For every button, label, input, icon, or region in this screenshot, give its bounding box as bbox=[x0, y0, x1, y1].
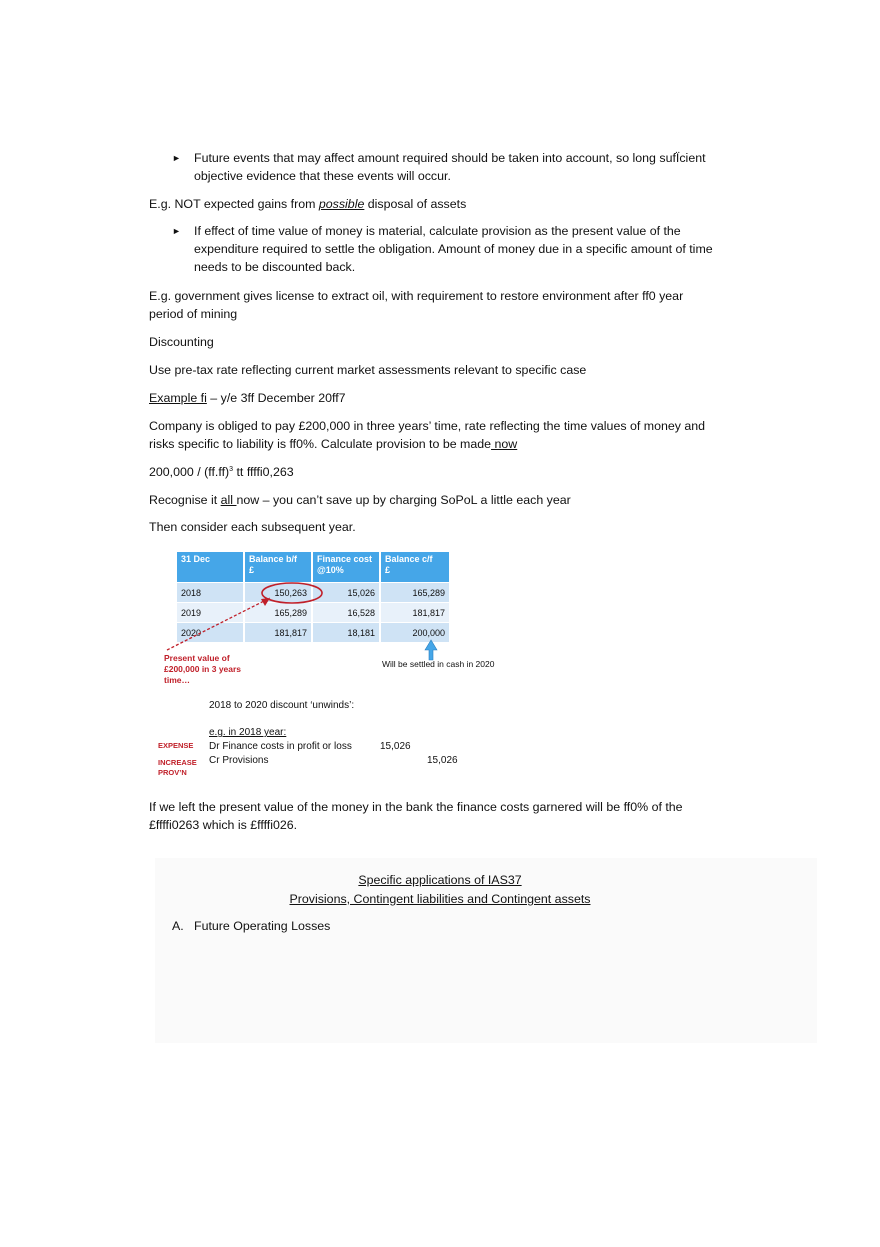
table-cell: 15,026 bbox=[312, 583, 380, 603]
present-value-label: Present value of £200,000 in 3 years time… bbox=[164, 653, 242, 685]
table-header: Finance cost @10% bbox=[312, 552, 380, 583]
text: E.g. NOT expected gains from bbox=[149, 197, 319, 211]
table-header: 31 Dec bbox=[177, 552, 244, 583]
bullet-time-value bbox=[194, 222, 739, 276]
emphasis-text: possible bbox=[318, 197, 365, 211]
text: disposal of assets bbox=[364, 197, 467, 211]
text-line: If effect of time value of money is material, calculate provision as the present value of the bbox=[194, 224, 681, 238]
text-line: £ffffi0263 which is £ffffi026. bbox=[149, 818, 298, 832]
provision-unwind-figure bbox=[157, 546, 502, 781]
text-line: Company is obliged to pay £200,000 in three years’ time, rate reflecting the time values of money and bbox=[149, 419, 706, 433]
recognise-paragraph bbox=[149, 491, 739, 509]
eg-government-paragraph bbox=[149, 287, 739, 323]
company-paragraph bbox=[149, 417, 739, 453]
text-line: expenditure required to settle the obligation. Amount of money due in a specific amount of time bbox=[194, 242, 713, 256]
text-line: E.g. government gives license to extract oil, with requirement to restore environment after ff0 year bbox=[149, 289, 684, 303]
text: risks specific to liability is ff0%. Calculate provision to be made bbox=[149, 437, 492, 451]
table-cell: 181,817 bbox=[380, 603, 450, 623]
eg-year-label: e.g. in 2018 year: bbox=[209, 727, 287, 738]
text: now – you can’t save up by charging SoPoL a little each year bbox=[236, 493, 571, 507]
text-line: needs to be discounted back. bbox=[194, 260, 356, 274]
table-cell: 181,817 bbox=[244, 623, 312, 643]
unwind-label: 2018 to 2020 discount ‘unwinds’: bbox=[209, 700, 355, 711]
pretax-paragraph: Use pre-tax rate reflecting current market assessments relevant to specific case bbox=[149, 363, 587, 377]
exponent: 3 bbox=[229, 466, 234, 473]
table-cell: 2020 bbox=[177, 623, 244, 643]
text: Recognise it bbox=[149, 493, 221, 507]
text: tt ffffi0,263 bbox=[233, 465, 294, 479]
table-cell: 200,000 bbox=[380, 623, 450, 643]
bullet-glyph: ► bbox=[172, 153, 181, 163]
credit-entry: Cr Provisions bbox=[209, 755, 269, 766]
discounting-heading: Discounting bbox=[149, 335, 214, 349]
debit-value: 15,026 bbox=[380, 741, 411, 752]
increase-provision-label: INCREASE PROV’N bbox=[158, 758, 197, 777]
example-heading bbox=[149, 389, 739, 407]
table-cell: 16,528 bbox=[312, 603, 380, 623]
text: 200,000 / (ff.ff) bbox=[149, 465, 230, 479]
text-line bbox=[149, 435, 739, 453]
table-cell: 165,289 bbox=[380, 583, 450, 603]
section-subtitle-text: Provisions, Contingent liabilities and Contingent assets bbox=[289, 892, 591, 906]
consider-paragraph: Then consider each subsequent year. bbox=[149, 520, 356, 534]
table-header: Balance b/f £ bbox=[244, 552, 312, 583]
text-line: period of mining bbox=[149, 307, 238, 321]
bullet-future-events bbox=[194, 149, 739, 185]
settle-label: Will be settled in cash in 2020 bbox=[382, 659, 495, 669]
table-cell: 150,263 bbox=[244, 583, 312, 603]
formula-line bbox=[149, 463, 739, 481]
text-line: objective evidence that these events will occur. bbox=[194, 169, 451, 183]
table-cell: 2019 bbox=[177, 603, 244, 623]
bullet-glyph: ► bbox=[172, 226, 181, 236]
underlined-text: now bbox=[491, 437, 518, 451]
credit-value: 15,026 bbox=[427, 755, 458, 766]
eg-gains-paragraph bbox=[149, 195, 739, 213]
expense-label: EXPENSE bbox=[158, 741, 194, 750]
text-line: If we left the present value of the money in the bank the finance costs garnered will be ff0% of the bbox=[149, 800, 683, 814]
highlight-ellipse bbox=[262, 583, 322, 603]
section-subtitle bbox=[149, 890, 731, 908]
table-cell: 18,181 bbox=[312, 623, 380, 643]
pointer-line bbox=[167, 598, 270, 650]
left-money-paragraph bbox=[149, 798, 739, 834]
list-item-future-operating-losses: Future Operating Losses bbox=[194, 919, 331, 933]
debit-entry: Dr Finance costs in profit or loss bbox=[209, 741, 352, 752]
up-arrow-icon bbox=[425, 640, 437, 660]
section-title-text: Specific applications of IAS37 bbox=[358, 873, 522, 887]
list-marker: A. bbox=[172, 919, 184, 933]
table-cell: 165,289 bbox=[244, 603, 312, 623]
section-title bbox=[149, 871, 731, 889]
table-header: Balance c/f £ bbox=[380, 552, 450, 583]
table-cell: 2018 bbox=[177, 583, 244, 603]
underlined-text: all bbox=[220, 493, 237, 507]
example-date: – y/e 3ff December 20ff7 bbox=[206, 391, 346, 405]
text-line: Future events that may affect amount required should be taken into account, so long sufÏcient bbox=[194, 151, 706, 165]
example-label: Example fi bbox=[149, 391, 207, 405]
